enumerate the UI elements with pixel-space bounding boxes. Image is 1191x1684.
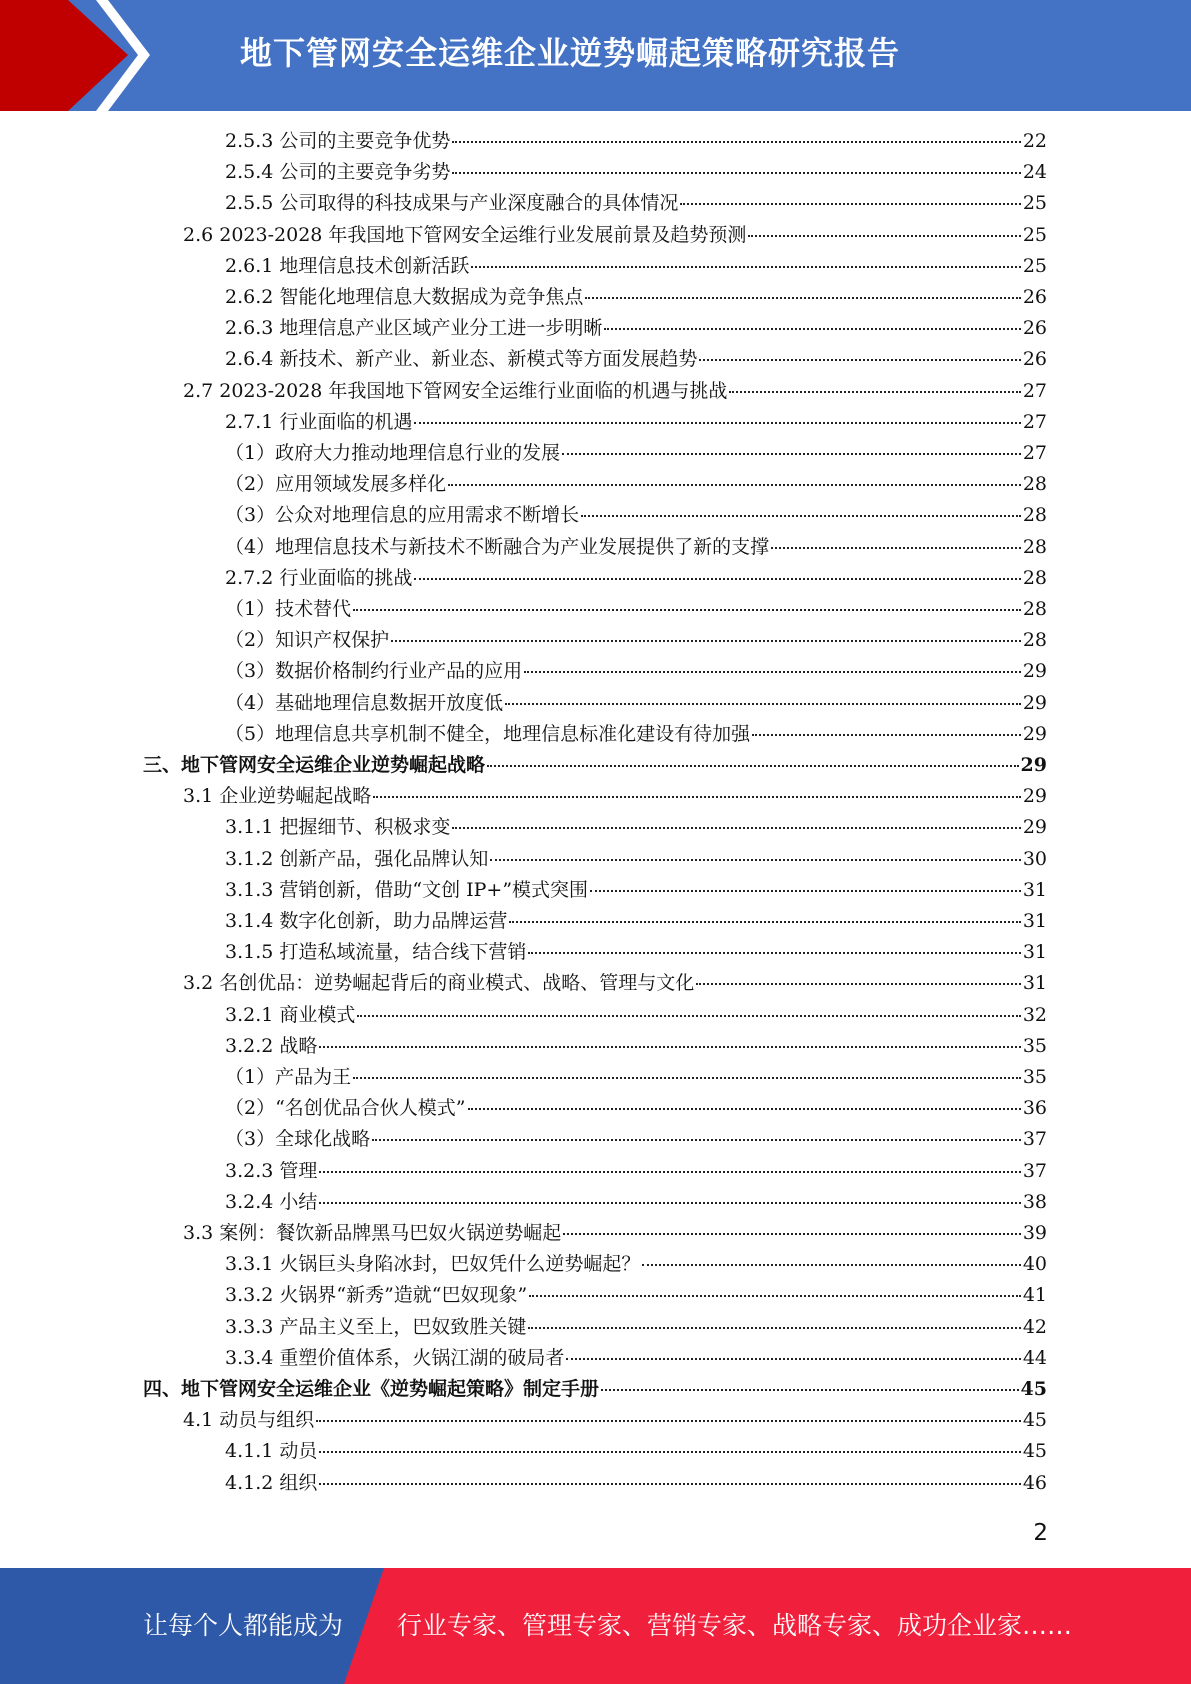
toc-leader-dots: [590, 889, 1021, 892]
page-number: 2: [1033, 1520, 1048, 1546]
toc-entry[interactable]: [225, 1187, 1047, 1218]
toc-entry-label: （2）“名创优品合伙人模式”: [225, 1097, 466, 1120]
toc-entry[interactable]: [143, 750, 1047, 781]
toc-entry-page: 46: [1022, 1471, 1047, 1494]
toc-entry[interactable]: [225, 1093, 1047, 1124]
toc-entry-label: （4）地理信息技术与新技术不断融合为产业发展提供了新的支撑: [225, 535, 770, 558]
toc-entry[interactable]: [225, 563, 1047, 594]
toc-entry-label: （1）产品为王: [225, 1066, 352, 1088]
toc-entry-page: 37: [1022, 1128, 1047, 1151]
toc-entry[interactable]: [225, 719, 1047, 750]
toc-entry[interactable]: [143, 1374, 1047, 1405]
toc-leader-dots: [319, 1045, 1020, 1048]
toc-entry[interactable]: [225, 844, 1047, 875]
toc-leader-dots: [748, 234, 1020, 237]
toc-leader-dots: [414, 577, 1020, 580]
toc-entry-page: 38: [1022, 1190, 1047, 1213]
toc-entry[interactable]: [225, 500, 1047, 531]
toc-entry-label: 3.3.4 重塑价值体系，火锅江湖的破局者: [225, 1346, 565, 1369]
toc-entry-label: 3.1.2 创新产品，强化品牌认知: [225, 847, 489, 870]
toc-entry-label: 4.1 动员与组织: [183, 1409, 315, 1432]
toc-entry[interactable]: [225, 438, 1047, 469]
toc-entry[interactable]: [225, 688, 1047, 719]
toc-entry[interactable]: [183, 1405, 1047, 1436]
toc-entry-page: 45: [1020, 1378, 1047, 1400]
toc-entry[interactable]: [225, 1436, 1047, 1467]
toc-entry-page: 31: [1022, 941, 1047, 964]
toc-entry-page: 25: [1022, 192, 1047, 215]
toc-entry-label: 3.2.4 小结: [225, 1190, 318, 1213]
toc-entry-label: 2.6.3 地理信息产业区域产业分工进一步明晰: [225, 317, 603, 340]
toc-leader-dots: [319, 1450, 1020, 1453]
toc-entry[interactable]: [225, 344, 1047, 375]
toc-entry-label: 2.7.2 行业面临的挑战: [225, 566, 413, 589]
toc-leader-dots: [604, 327, 1020, 330]
header-arrow-decoration: [0, 0, 180, 111]
toc-entry-label: 3.2.3 管理: [225, 1159, 318, 1182]
toc-entry[interactable]: [225, 1156, 1047, 1187]
toc-entry-label: 4.1.2 组织: [225, 1471, 318, 1494]
toc-entry-page: 28: [1022, 598, 1047, 620]
toc-entry-label: 4.1.1 动员: [225, 1440, 318, 1463]
toc-entry-label: 四、地下管网安全运维企业《逆势崛起策略》制定手册: [143, 1378, 600, 1400]
toc-leader-dots: [696, 982, 1021, 985]
toc-leader-dots: [316, 1419, 1021, 1422]
toc-entry[interactable]: [225, 407, 1047, 438]
toc-leader-dots: [373, 795, 1021, 798]
toc-entry-page: 28: [1022, 535, 1047, 558]
toc-entry-page: 35: [1022, 1034, 1047, 1057]
toc-leader-dots: [528, 1326, 1020, 1329]
toc-entry[interactable]: [225, 906, 1047, 937]
toc-entry-page: 28: [1022, 504, 1047, 527]
toc-entry-page: 42: [1022, 1315, 1047, 1338]
toc-leader-dots: [505, 702, 1021, 705]
toc-entry-page: 26: [1022, 317, 1047, 340]
toc-leader-dots: [452, 140, 1020, 143]
toc-leader-dots: [566, 1357, 1020, 1360]
toc-leader-dots: [471, 265, 1020, 268]
page-header: [0, 0, 1191, 111]
toc-leader-dots: [319, 1201, 1020, 1204]
toc-leader-dots: [563, 1232, 1021, 1235]
toc-leader-dots: [562, 452, 1021, 455]
toc-leader-dots: [487, 764, 1019, 767]
toc-leader-dots: [319, 1482, 1020, 1485]
toc-leader-dots: [490, 858, 1020, 861]
toc-entry-label: （1）技术替代: [225, 598, 352, 620]
footer-slogan-right: 行业专家、管理专家、营销专家、战略专家、成功企业家……: [397, 1611, 1073, 1640]
toc-entry-label: 3.1.3 营销创新，借助“文创 IP+”模式突围: [225, 878, 589, 901]
toc-entry-page: 45: [1022, 1409, 1047, 1432]
toc-entry-page: 28: [1022, 566, 1047, 589]
toc-entry-label: 2.5.3 公司的主要竞争优势: [225, 130, 451, 152]
toc-entry[interactable]: [225, 532, 1047, 563]
toc-entry-label: （3）数据价格制约行业产品的应用: [225, 660, 523, 683]
toc-entry[interactable]: [225, 157, 1047, 188]
toc-entry-page: 29: [1020, 754, 1047, 776]
toc-entry-label: （4）基础地理信息数据开放度低: [225, 691, 504, 714]
toc-leader-dots: [468, 1107, 1021, 1110]
toc-entry-label: （2）知识产权保护: [225, 629, 390, 652]
toc-entry[interactable]: [225, 1280, 1047, 1311]
toc-entry-label: 3.1.5 打造私域流量，结合线下营销: [225, 941, 527, 964]
toc-entry[interactable]: [225, 313, 1047, 344]
toc-entry-page: 44: [1022, 1346, 1047, 1369]
toc-entry[interactable]: [225, 812, 1047, 843]
header-title: 地下管网安全运维企业逆势崛起策略研究报告: [240, 34, 901, 72]
toc-entry-page: 28: [1022, 473, 1047, 496]
toc-leader-dots: [353, 1076, 1021, 1079]
toc-entry-page: 29: [1022, 816, 1047, 839]
toc-entry[interactable]: [225, 251, 1047, 282]
toc-entry-label: 3.2.1 商业模式: [225, 1003, 356, 1026]
toc-entry[interactable]: [183, 781, 1047, 812]
toc-entry[interactable]: [225, 1062, 1047, 1093]
toc-entry-page: 31: [1022, 878, 1047, 901]
toc-leader-dots: [391, 639, 1021, 642]
toc-entry-label: 2.5.4 公司的主要竞争劣势: [225, 161, 451, 184]
toc-entry-page: 39: [1022, 1222, 1047, 1244]
toc-entry[interactable]: [225, 188, 1047, 219]
toc-entry-label: 3.3.1 火锅巨头身陷冰封，巴奴凭什么逆势崛起？: [225, 1253, 641, 1276]
toc-leader-dots: [601, 1388, 1019, 1391]
toc-entry-page: 37: [1022, 1159, 1047, 1182]
toc-leader-dots: [581, 514, 1021, 517]
toc-entry-label: 三、地下管网安全运维企业逆势崛起战略: [143, 754, 486, 776]
toc-entry[interactable]: [225, 1000, 1047, 1031]
toc-entry-page: 27: [1022, 442, 1047, 464]
toc-entry-page: 31: [1022, 972, 1047, 995]
toc-entry-page: 35: [1022, 1066, 1047, 1088]
toc-leader-dots: [771, 546, 1021, 549]
toc-leader-dots: [528, 951, 1020, 954]
toc-leader-dots: [319, 1170, 1020, 1173]
toc-entry-page: 40: [1022, 1253, 1047, 1276]
toc-leader-dots: [357, 1014, 1020, 1017]
toc-entry-label: 2.6 2023-2028 年我国地下管网安全运维行业发展前景及趋势预测: [183, 223, 747, 246]
toc-entry[interactable]: [225, 1031, 1047, 1062]
toc-entry-label: 2.6.2 智能化地理信息大数据成为竞争焦点: [225, 286, 584, 308]
toc-entry-label: （5）地理信息共享机制不健全，地理信息标准化建设有待加强: [225, 722, 751, 745]
toc-entry[interactable]: [225, 1249, 1047, 1280]
toc-entry[interactable]: [225, 625, 1047, 656]
toc-leader-dots: [524, 670, 1021, 673]
toc-entry-page: 26: [1022, 348, 1047, 371]
toc-entry-page: 24: [1022, 161, 1047, 184]
toc-entry[interactable]: [183, 1218, 1047, 1249]
toc-entry-label: 3.3 案例：餐饮新品牌黑马巴奴火锅逆势崛起: [183, 1222, 562, 1244]
toc-leader-dots: [452, 826, 1020, 829]
toc-entry-label: 3.1.1 把握细节、积极求变: [225, 816, 451, 839]
toc-entry-page: 41: [1022, 1284, 1047, 1307]
toc-entry-label: （3）全球化战略: [225, 1128, 371, 1151]
page-footer: [0, 1568, 1191, 1684]
toc-entry-label: （2）应用领域发展多样化: [225, 473, 447, 496]
toc-entry-page: 29: [1022, 660, 1047, 683]
toc-entry[interactable]: [225, 937, 1047, 968]
toc-entry[interactable]: [183, 968, 1047, 999]
toc-entry-page: 22: [1022, 130, 1047, 152]
toc-entry-label: 3.2 名创优品：逆势崛起背后的商业模式、战略、管理与文化: [183, 972, 695, 995]
toc-entry[interactable]: [225, 1312, 1047, 1343]
toc-leader-dots: [353, 608, 1021, 611]
toc-entry-page: 29: [1022, 691, 1047, 714]
toc-leader-dots: [699, 358, 1020, 361]
toc-leader-dots: [452, 171, 1020, 174]
toc-entry-label: 3.1.4 数字化创新，助力品牌运营: [225, 910, 508, 932]
toc-entry-page: 36: [1022, 1097, 1047, 1120]
toc-entry[interactable]: [225, 126, 1047, 157]
toc-entry[interactable]: [225, 282, 1047, 313]
toc-entry-page: 27: [1022, 379, 1047, 402]
toc-leader-dots: [642, 1263, 1020, 1266]
toc-entry-page: 27: [1022, 410, 1047, 433]
toc-entry-page: 28: [1022, 629, 1047, 652]
toc-leader-dots: [509, 920, 1020, 923]
toc-entry-label: （3）公众对地理信息的应用需求不断增长: [225, 504, 580, 527]
toc-entry[interactable]: [225, 1343, 1047, 1374]
toc-entry[interactable]: [225, 656, 1047, 687]
toc-entry-label: 3.3.3 产品主义至上，巴奴致胜关键: [225, 1315, 527, 1338]
toc-leader-dots: [729, 390, 1020, 393]
toc-entry[interactable]: [225, 594, 1047, 625]
toc-entry-label: 3.1 企业逆势崛起战略: [183, 785, 372, 808]
toc-entry-label: （1）政府大力推动地理信息行业的发展: [225, 442, 561, 464]
toc-entry-page: 25: [1022, 254, 1047, 277]
toc-leader-dots: [680, 202, 1020, 205]
toc-entry[interactable]: [183, 220, 1047, 251]
toc-entry-label: 2.6.4 新技术、新产业、新业态、新模式等方面发展趋势: [225, 348, 698, 371]
toc-entry-page: 30: [1022, 847, 1047, 870]
toc-entry-page: 29: [1022, 722, 1047, 745]
toc-entry-label: 2.5.5 公司取得的科技成果与产业深度融合的具体情况: [225, 192, 679, 215]
toc-entry-label: 2.7.1 行业面临的机遇: [225, 410, 413, 433]
toc-entry-label: 2.7 2023-2028 年我国地下管网安全运维行业面临的机遇与挑战: [183, 379, 728, 402]
toc-leader-dots: [529, 1294, 1021, 1297]
toc-leader-dots: [448, 483, 1021, 486]
toc-entry-label: 3.3.2 火锅界“新秀”造就“巴奴现象”: [225, 1284, 528, 1307]
toc-entry[interactable]: [183, 376, 1047, 407]
toc-entry-label: 2.6.1 地理信息技术创新活跃: [225, 254, 470, 277]
toc-leader-dots: [752, 733, 1021, 736]
toc-entry-page: 31: [1022, 910, 1047, 932]
toc-entry[interactable]: [225, 1124, 1047, 1155]
toc-leader-dots: [585, 296, 1020, 299]
toc-entry-page: 32: [1022, 1003, 1047, 1026]
footer-slogan-left: 让每个人都能成为: [143, 1611, 344, 1640]
toc-entry[interactable]: [225, 1468, 1047, 1499]
toc-leader-dots: [372, 1138, 1021, 1141]
toc-entry[interactable]: [225, 469, 1047, 500]
toc-leader-dots: [414, 421, 1020, 424]
toc-entry-page: 26: [1022, 286, 1047, 308]
toc-entry-page: 45: [1022, 1440, 1047, 1463]
toc-entry-page: 29: [1022, 785, 1047, 808]
toc-entry[interactable]: [225, 875, 1047, 906]
toc-entry-page: 25: [1022, 223, 1047, 246]
toc-entry-label: 3.2.2 战略: [225, 1034, 318, 1057]
